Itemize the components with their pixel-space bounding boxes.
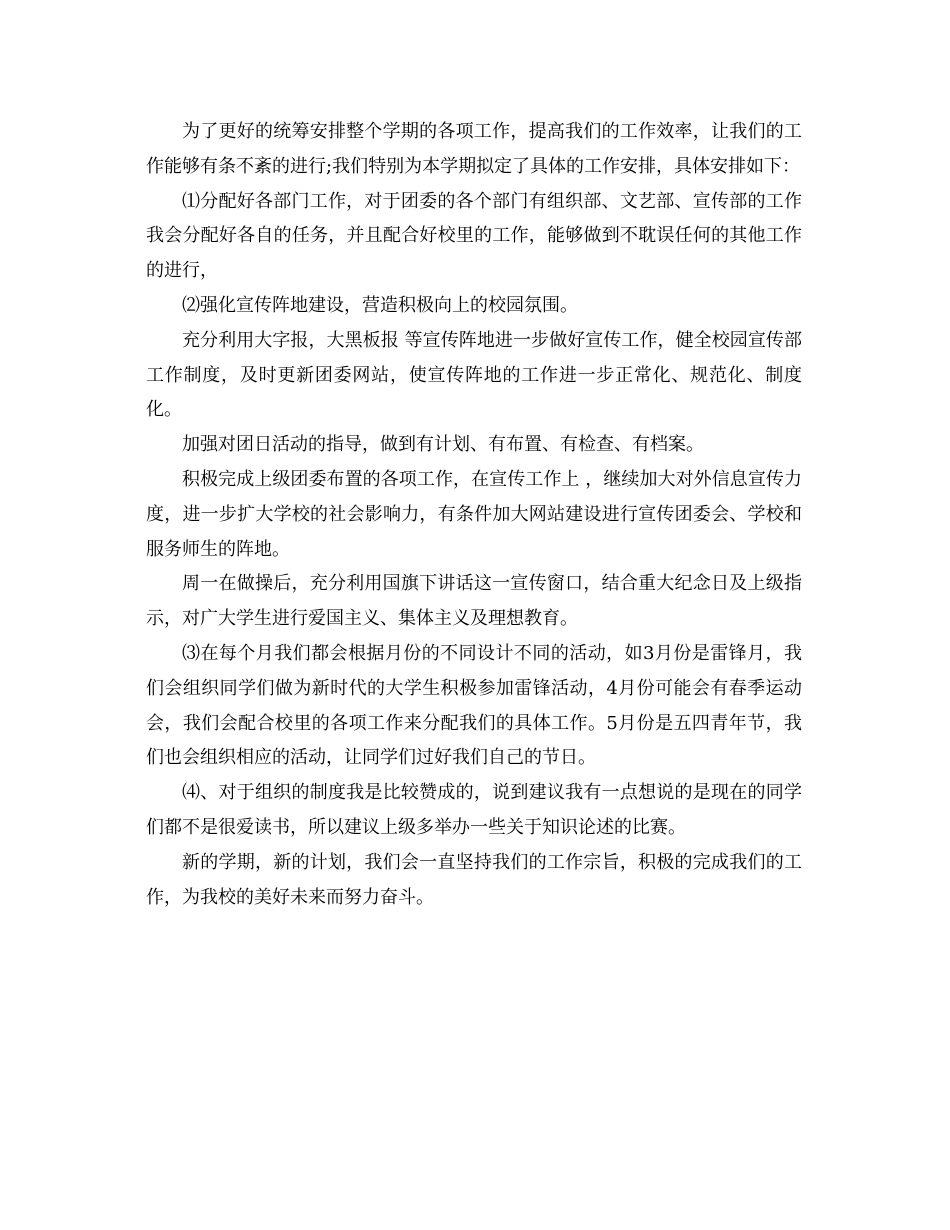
paragraph-league-day: 加强对团日活动的指导，做到有计划、有布置、有检查、有档案。 (182, 434, 704, 456)
document-body (146, 115, 802, 915)
paragraph-item-1: ⑴分配好各部门工作，对于团委的各个部门有组织部、文艺部、宣传部的工作我会分配好各自的任务，并且配合好校里的工作，能够做到不耽误任何的其他工作的进行， (146, 190, 802, 282)
paragraph-item-2: ⑵强化宣传阵地建设，营造积极向上的校园氛围。 (182, 294, 578, 316)
paragraph-monday: 周一在做操后，充分利用国旗下讲话这一宣传窗口，结合重大纪念日及上级指示，对广大学生进行爱国主义、集体主义及理想教育。 (146, 573, 802, 630)
paragraph-item-3: ⑶在每个月我们都会根据月份的不同设计不同的活动，如3月份是雷锋月，我们会组织同学们做为新时代的大学生积极参加雷锋活动，4月份可能会有春季运动会，我们会配合校里的各项工作来分配我们的具体工作。5月份是五四青年节，我们也会组织相应的活动，让同学们过好我们自己的节日。 (146, 642, 802, 769)
paragraph-intro: 为了更好的统筹安排整个学期的各项工作，提高我们的工作效率，让我们的工作能够有条不紊的进行;我们特别为本学期拟定了具体的工作安排，具体安排如下： (146, 121, 802, 177)
paragraph-publicity: 充分利用大字报，大黑板报 等宣传阵地进一步做好宣传工作，健全校园宣传部工作制度，及时更新团委网站，使宣传阵地的工作进一步正常化、规范化、制度化。 (146, 329, 802, 421)
paragraph-item-4: ⑷、对于组织的制度我是比较赞成的，说到建议我有一点想说的是现在的同学们都不是很爱读书，所以建议上级多举办一些关于知识论述的比赛。 (146, 782, 802, 838)
paragraph-conclusion: 新的学期，新的计划，我们会一直坚持我们的工作宗旨，积极的完成我们的工作，为我校的美好未来而努力奋斗。 (146, 851, 802, 908)
paragraph-tasks: 积极完成上级团委布置的各项工作，在宣传工作上 ，继续加大对外信息宣传力度，进一步扩大学校的社会影响力，有条件加大网站建设进行宣传团委会、学校和服务师生的阵地。 (146, 468, 802, 560)
